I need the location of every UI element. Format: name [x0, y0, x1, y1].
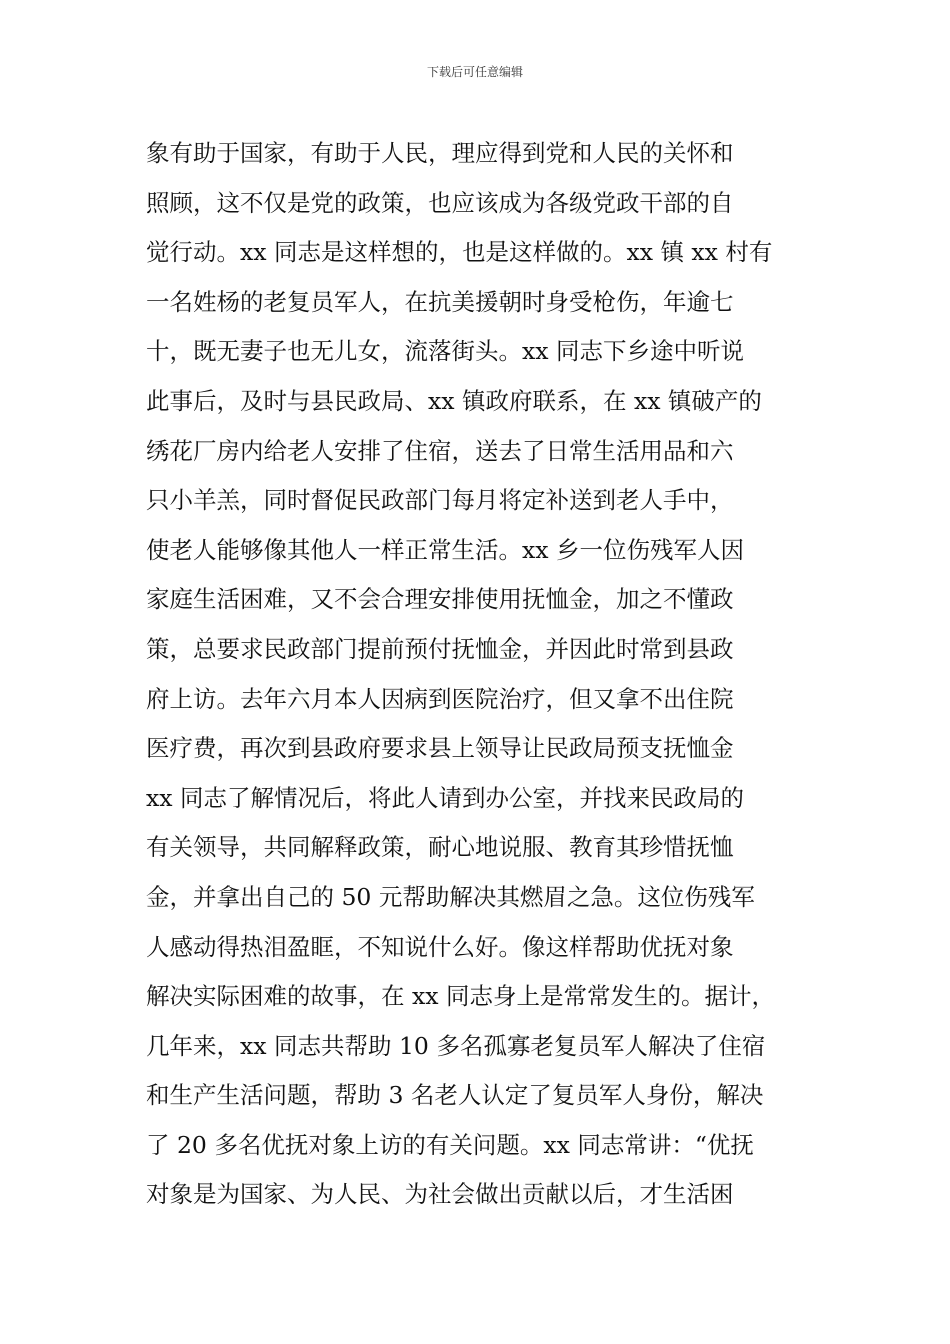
text-line: 家庭生活困难，又不会合理安排使用抚恤金，加之不懂政: [146, 585, 734, 614]
text-line: 照顾，这不仅是党的政策，也应该成为各级党政干部的自: [146, 188, 734, 217]
text-line: 解决实际困难的故事，在 xx 同志身上是常常发生的。据计，: [146, 982, 775, 1011]
text-line: 使老人能够像其他人一样正常生活。xx 乡一位伤残军人因: [146, 535, 744, 564]
text-line: 绣花厂房内给老人安排了住宿，送去了日常生活用品和六: [146, 436, 734, 465]
text-line: 金，并拿出自己的 50 元帮助解决其燃眉之急。这位伤残军: [146, 882, 755, 911]
text-line: 人感动得热泪盈眶，不知说什么好。像这样帮助优抚对象: [146, 932, 734, 961]
text-line: 觉行动。xx 同志是这样想的，也是这样做的。xx 镇 xx 村有: [146, 238, 773, 267]
text-line: xx 同志了解情况后，将此人请到办公室，并找来民政局的: [146, 783, 744, 812]
text-line: 了 20 多名优抚对象上访的有关问题。xx 同志常讲：“优抚: [146, 1130, 754, 1159]
body-text: [146, 129, 826, 1220]
text-line: 和生产生活问题，帮助 3 名老人认定了复员军人身份，解决: [146, 1081, 764, 1110]
text-line: 府上访。去年六月本人因病到医院治疗，但又拿不出住院: [146, 684, 734, 713]
text-line: 十，既无妻子也无儿女，流落街头。xx 同志下乡途中听说: [146, 337, 744, 366]
text-line: 策，总要求民政部门提前预付抚恤金，并因此时常到县政: [146, 634, 734, 663]
text-line: 象有助于国家，有助于人民，理应得到党和人民的关怀和: [146, 139, 734, 167]
text-line: 此事后，及时与县民政局、xx 镇政府联系，在 xx 镇破产的: [146, 386, 762, 415]
text-line: 对象是为国家、为人民、为社会做出贡献以后，才生活困: [146, 1180, 734, 1209]
text-line: 几年来，xx 同志共帮助 10 多名孤寡老复员军人解决了住宿: [146, 1031, 766, 1060]
page-header: 下载后可任意编辑: [426, 65, 523, 79]
text-line: 只小羊羔，同时督促民政部门每月将定补送到老人手中，: [146, 486, 734, 515]
text-line: 一名姓杨的老复员军人，在抗美援朝时身受枪伤，年逾七: [146, 287, 734, 316]
text-line: 医疗费，再次到县政府要求县上领导让民政局预支抚恤金: [146, 734, 734, 763]
text-line: 有关领导，共同解释政策，耐心地说服、教育其珍惜抚恤: [146, 833, 734, 862]
